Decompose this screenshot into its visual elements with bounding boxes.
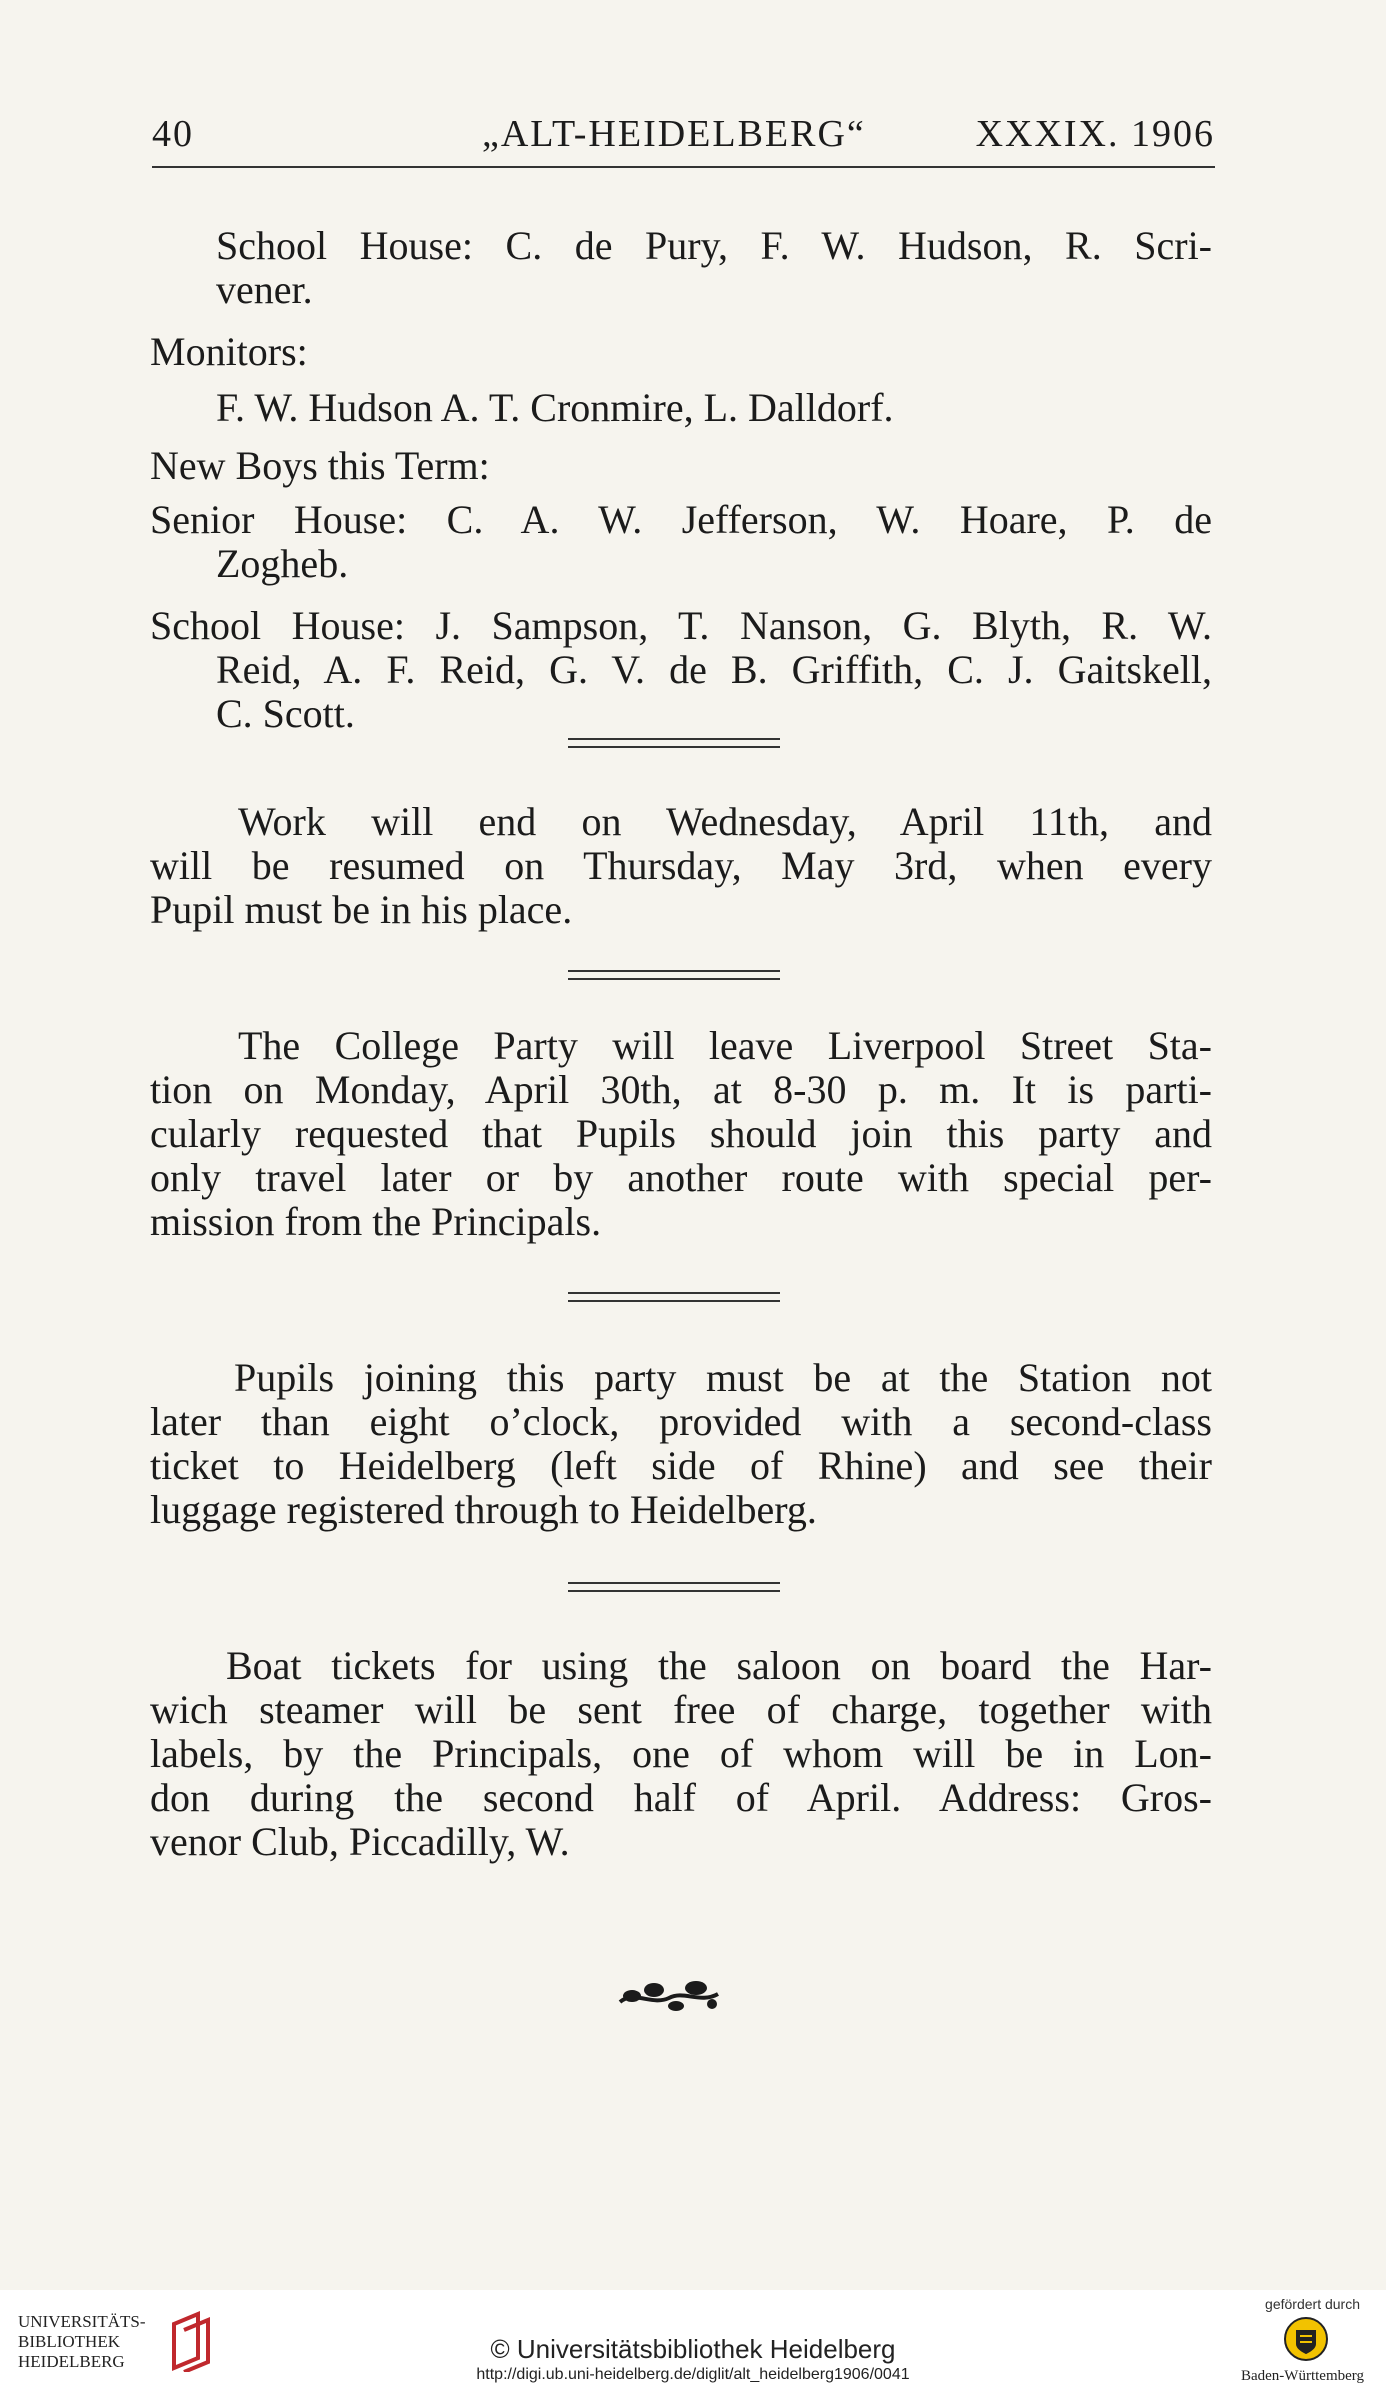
section-separator (568, 970, 780, 980)
state-crest-icon (1284, 2316, 1328, 2367)
text-line: Pupils joining this party must be at the Station not (234, 1355, 1212, 1400)
senior-house-list (150, 498, 1212, 586)
library-name-line: HEIDELBERG (18, 2352, 125, 2371)
new-boys-label (150, 444, 1212, 488)
text-line: mission from the Principals. (150, 1199, 602, 1244)
volume-year: XXXIX. 1906 (975, 113, 1215, 155)
pupils-joining-notice (150, 1356, 1212, 1532)
college-party-notice (150, 1024, 1212, 1244)
school-house-new-boys (150, 604, 1212, 736)
funded-by-label: gefördert durch (1265, 2296, 1360, 2312)
copyright-notice: © Universitätsbibliothek Heidelberg (490, 2334, 896, 2364)
text-line: New Boys this Term: (150, 443, 490, 488)
monitors-list (150, 386, 1212, 430)
text-line: don during the second half of April. Address: Gros- (150, 1775, 1212, 1820)
section-separator (568, 738, 780, 748)
text-line: ticket to Heidelberg (left side of Rhine) and see their (150, 1443, 1212, 1488)
text-line: tion on Monday, April 30th, at 8-30 p. m. It is parti- (150, 1067, 1212, 1112)
section-separator (568, 1582, 780, 1592)
text-line: Reid, A. F. Reid, G. V. de B. Griffith, C. J. Gaitskell, (216, 647, 1212, 692)
text-line: wich steamer will be sent free of charge, together with (150, 1687, 1212, 1732)
work-notice (150, 800, 1212, 932)
text-line: Boat tickets for using the saloon on board the Har- (226, 1643, 1212, 1688)
text-line: venor Club, Piccadilly, W. (150, 1819, 570, 1864)
text-line: labels, by the Principals, one of whom will be in Lon- (150, 1731, 1212, 1776)
text-line: will be resumed on Thursday, May 3rd, when every (150, 843, 1212, 888)
text-line: Monitors: (150, 329, 308, 374)
text-line: Pupil must be in his place. (150, 887, 573, 932)
sponsor-name: Baden-Württemberg (1240, 2368, 1364, 2384)
source-url-link[interactable]: http://digi.ub.uni-heidelberg.de/diglit/alt_heidelberg1906/0041 (476, 2366, 910, 2383)
text-line: The College Party will leave Liverpool Street Sta- (238, 1023, 1212, 1068)
text-line: vener. (216, 267, 313, 312)
text-line: School House: C. de Pury, F. W. Hudson, R. Scri- (216, 223, 1212, 268)
library-name-line: BIBLIOTHEK (18, 2332, 120, 2351)
journal-title: „ALT-HEIDELBERG“ (482, 113, 866, 155)
monitors-label (150, 330, 1212, 374)
text-line: F. W. Hudson A. T. Cronmire, L. Dalldorf. (216, 385, 894, 430)
header-rule (152, 166, 1215, 168)
library-name-line: UNIVERSITÄTS- (18, 2312, 146, 2331)
text-line: luggage registered through to Heidelberg. (150, 1487, 817, 1532)
boat-tickets-notice (150, 1644, 1212, 1864)
text-line: Senior House: C. A. W. Jefferson, W. Hoare, P. de (150, 497, 1212, 542)
section-separator (568, 1292, 780, 1302)
text-line: Zogheb. (216, 541, 349, 586)
ornament-icon (614, 1976, 724, 2020)
digitization-footer (0, 2290, 1386, 2392)
school-house-officials (150, 224, 1212, 312)
text-line: later than eight o’clock, provided with a second-class (150, 1399, 1212, 1444)
text-line: C. Scott. (216, 691, 355, 736)
text-line: cularly requested that Pupils should join this party and (150, 1111, 1212, 1156)
text-line: Work will end on Wednesday, April 11th, and (238, 799, 1212, 844)
page-number: 40 (152, 113, 194, 155)
text-line: School House: J. Sampson, T. Nanson, G. Blyth, R. W. (150, 603, 1212, 648)
text-line: only travel later or by another route with special per- (150, 1155, 1212, 1200)
